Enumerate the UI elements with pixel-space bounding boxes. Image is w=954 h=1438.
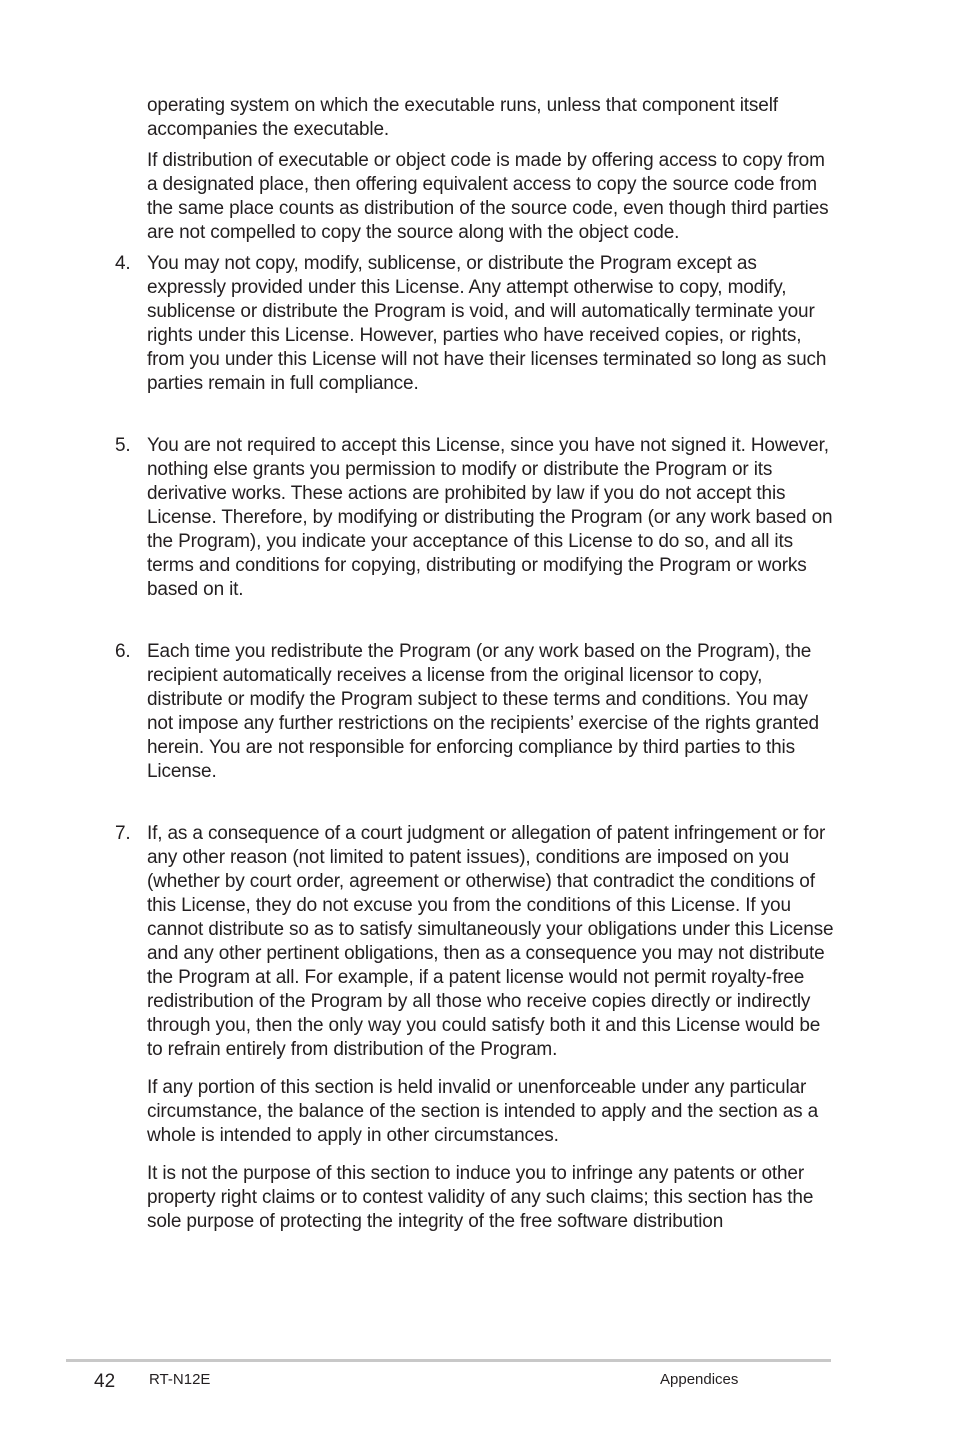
intro-paragraph: operating system on which the executable runs, unless that component itself accompanies the executable. [147,95,778,140]
paragraph-spacer [147,1155,837,1162]
license-clause-5 [115,434,837,602]
license-clause-6 [115,640,837,784]
page-number: 42 [94,1371,116,1392]
license-text-body [115,94,837,1234]
footer-model-name: RT-N12E [149,1371,211,1388]
clause-spacer [147,396,837,434]
footer-section-name: Appendices [660,1371,739,1388]
clause-paragraph: If, as a consequence of a court judgment or allegation of patent infringement or for any other reason (not limited to patent issues), conditions are imposed on you (whether by court order, agreement or otherwise) that contradict the conditions of this License, they do not excuse you from the conditions of this License. If you cannot distribute so as to satisfy simultaneously your obligations under this License and any other pertinent obligations, then as a consequence you may not distribute the Program at all. For example, if a patent license would not permit royalty-free redistribution of the Program by all those who receive copies directly or indirectly through you, then the only way you could satisfy both it and this License would be to refrain entirely from distribution of the Program. [147,823,834,1060]
intro-paragraph: If distribution of executable or object code is made by offering access to copy from a designated place, then offering equivalent access to copy the source code from the same place counts as distribution of the source code, even though third parties are not compelled to copy the source along with the object code. [147,150,829,243]
clause-spacer [147,784,837,822]
paragraph-spacer [147,1069,837,1076]
clause-paragraph: It is not the purpose of this section to induce you to infringe any patents or other property right claims or to contest validity of any such claims; this section has the sole purpose of protecting the integrity of the free software distribution [147,1163,814,1232]
clause-spacer [147,602,837,640]
clause-paragraph: You may not copy, modify, sublicense, or distribute the Program except as expressly provided under this License. Any attempt otherwise to copy, modify, sublicense or distribute the Program is void, and will automatically terminate your rights under this License. However, parties who have received copies, or rights, from you under this License will not have their licenses terminated so long as such parties remain in full compliance. [147,253,827,394]
clause-number: 7. [115,823,131,844]
footer-divider [66,1359,831,1362]
license-clause-4 [115,252,837,396]
clause-paragraph: If any portion of this section is held invalid or unenforceable under any particular circumstance, the balance of the section is intended to apply and the section as a whole is intended to apply in other circumstances. [147,1077,819,1146]
clause-number: 4. [115,253,131,274]
clause-paragraph: Each time you redistribute the Program (or any work based on the Program), the recipient automatically receives a license from the original licensor to copy, distribute or modify the Program subject to these terms and conditions. You may not impose any further restrictions on the recipients’ exercise of the rights granted herein. You are not responsible for enforcing compliance by third parties to this License. [147,641,819,782]
clause-paragraph: You are not required to accept this License, since you have not signed it. However, nothing else grants you permission to modify or distribute the Program or its derivative works. These actions are prohibited by law if you do not accept this License. Therefore, by modifying or distributing the Program (or any work based on the Program), you indicate your acceptance of this License to do so, and all its terms and conditions for copying, distributing or modifying the Program or works based on it. [147,435,833,600]
clause-number: 5. [115,435,131,456]
clause-number: 6. [115,641,131,662]
license-clause-7 [115,822,837,1234]
